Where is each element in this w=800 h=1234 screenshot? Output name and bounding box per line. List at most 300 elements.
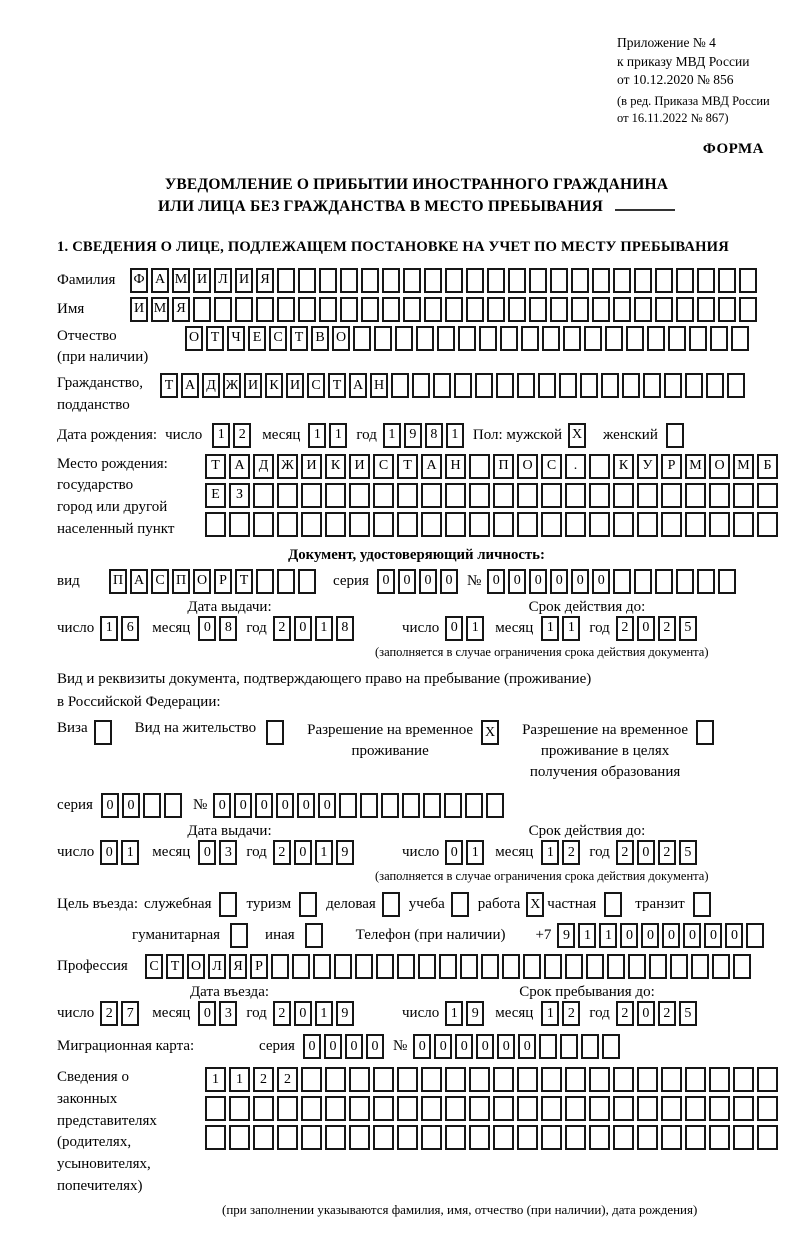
char-cell[interactable] (298, 297, 316, 322)
char-cell[interactable] (391, 373, 409, 398)
char-cell[interactable] (397, 483, 418, 508)
char-cell[interactable] (634, 569, 652, 594)
char-cell[interactable] (292, 954, 310, 979)
char-cell[interactable] (709, 512, 730, 537)
char-cell[interactable]: С (145, 954, 163, 979)
char-cell[interactable]: 0 (419, 569, 437, 594)
char-cell[interactable] (229, 1096, 250, 1121)
char-cell[interactable] (325, 1096, 346, 1121)
char-cell[interactable]: 0 (294, 1001, 312, 1026)
char-cell[interactable] (661, 1125, 682, 1150)
char-cell[interactable]: 1 (599, 923, 617, 948)
char-cell[interactable]: 0 (455, 1034, 473, 1059)
char-cell[interactable] (649, 954, 667, 979)
char-cell[interactable] (421, 1067, 442, 1092)
char-cell[interactable] (469, 1096, 490, 1121)
char-cell[interactable]: А (229, 454, 250, 479)
char-cell[interactable]: 0 (255, 793, 273, 818)
char-cell[interactable] (613, 569, 631, 594)
char-cell[interactable] (437, 326, 455, 351)
char-cell[interactable]: О (709, 454, 730, 479)
char-cell[interactable] (382, 268, 400, 293)
char-cell[interactable]: 5 (679, 616, 697, 641)
char-cell[interactable] (565, 954, 583, 979)
char-cell[interactable]: П (172, 569, 190, 594)
char-cell[interactable]: 1 (383, 423, 401, 448)
char-cell[interactable] (634, 297, 652, 322)
char-cell[interactable]: 1 (315, 616, 333, 641)
char-cell[interactable] (421, 1125, 442, 1150)
char-cell[interactable] (277, 512, 298, 537)
char-cell[interactable] (299, 892, 317, 917)
char-cell[interactable]: 2 (616, 840, 634, 865)
char-cell[interactable] (373, 1067, 394, 1092)
char-cell[interactable]: 1 (466, 616, 484, 641)
char-cell[interactable] (349, 483, 370, 508)
char-cell[interactable] (496, 373, 514, 398)
char-cell[interactable] (502, 954, 520, 979)
char-cell[interactable] (500, 326, 518, 351)
char-cell[interactable] (349, 1067, 370, 1092)
char-cell[interactable] (229, 512, 250, 537)
char-cell[interactable]: О (185, 326, 203, 351)
char-cell[interactable] (334, 954, 352, 979)
char-cell[interactable] (565, 483, 586, 508)
char-cell[interactable]: 1 (578, 923, 596, 948)
char-cell[interactable]: И (349, 454, 370, 479)
char-cell[interactable] (685, 512, 706, 537)
char-cell[interactable] (709, 1096, 730, 1121)
char-cell[interactable] (637, 1125, 658, 1150)
char-cell[interactable]: 0 (413, 1034, 431, 1059)
char-cell[interactable]: Н (445, 454, 466, 479)
char-cell[interactable] (253, 1096, 274, 1121)
char-cell[interactable]: О (517, 454, 538, 479)
char-cell[interactable] (298, 268, 316, 293)
char-cell[interactable]: 2 (273, 840, 291, 865)
char-cell[interactable] (607, 954, 625, 979)
char-cell[interactable] (718, 297, 736, 322)
char-cell[interactable]: Л (214, 268, 232, 293)
char-cell[interactable]: О (332, 326, 350, 351)
char-cell[interactable] (313, 954, 331, 979)
char-cell[interactable]: 0 (398, 569, 416, 594)
char-cell[interactable] (277, 483, 298, 508)
char-cell[interactable] (605, 326, 623, 351)
char-cell[interactable] (205, 1125, 226, 1150)
char-cell[interactable]: 0 (620, 923, 638, 948)
char-cell[interactable] (325, 512, 346, 537)
char-cell[interactable]: 0 (445, 616, 463, 641)
char-cell[interactable]: Р (250, 954, 268, 979)
char-cell[interactable] (355, 954, 373, 979)
char-cell[interactable]: 1 (308, 423, 326, 448)
char-cell[interactable] (565, 512, 586, 537)
char-cell[interactable] (319, 268, 337, 293)
char-cell[interactable]: Н (370, 373, 388, 398)
char-cell[interactable] (397, 954, 415, 979)
char-cell[interactable] (164, 793, 182, 818)
char-cell[interactable]: С (269, 326, 287, 351)
char-cell[interactable]: И (130, 297, 148, 322)
char-cell[interactable] (589, 483, 610, 508)
char-cell[interactable] (493, 1067, 514, 1092)
char-cell[interactable] (475, 373, 493, 398)
char-cell[interactable]: К (325, 454, 346, 479)
char-cell[interactable]: Т (290, 326, 308, 351)
char-cell[interactable]: 0 (366, 1034, 384, 1059)
char-cell[interactable]: М (151, 297, 169, 322)
char-cell[interactable]: Т (205, 454, 226, 479)
char-cell[interactable] (571, 297, 589, 322)
char-cell[interactable] (709, 1067, 730, 1092)
char-cell[interactable]: М (733, 454, 754, 479)
char-cell[interactable]: 1 (329, 423, 347, 448)
char-cell[interactable]: 3 (219, 1001, 237, 1026)
char-cell[interactable]: 9 (557, 923, 575, 948)
char-cell[interactable]: 1 (446, 423, 464, 448)
char-cell[interactable]: 7 (121, 1001, 139, 1026)
char-cell[interactable] (757, 483, 778, 508)
char-cell[interactable]: С (541, 454, 562, 479)
char-cell[interactable]: 2 (100, 1001, 118, 1026)
char-cell[interactable] (541, 1067, 562, 1092)
char-cell[interactable]: Я (256, 268, 274, 293)
char-cell[interactable]: 1 (541, 616, 559, 641)
char-cell[interactable]: 1 (212, 423, 230, 448)
char-cell[interactable]: X (568, 423, 586, 448)
char-cell[interactable] (529, 268, 547, 293)
char-cell[interactable]: 6 (121, 616, 139, 641)
char-cell[interactable] (661, 1096, 682, 1121)
char-cell[interactable] (266, 720, 284, 745)
char-cell[interactable] (301, 483, 322, 508)
char-cell[interactable]: М (685, 454, 706, 479)
char-cell[interactable] (454, 373, 472, 398)
char-cell[interactable] (613, 268, 631, 293)
char-cell[interactable] (397, 1096, 418, 1121)
char-cell[interactable] (423, 793, 441, 818)
char-cell[interactable] (746, 923, 764, 948)
char-cell[interactable] (445, 268, 463, 293)
char-cell[interactable] (668, 326, 686, 351)
char-cell[interactable]: 8 (336, 616, 354, 641)
char-cell[interactable] (613, 297, 631, 322)
char-cell[interactable]: 0 (198, 840, 216, 865)
char-cell[interactable] (301, 1067, 322, 1092)
char-cell[interactable] (349, 512, 370, 537)
char-cell[interactable] (271, 954, 289, 979)
char-cell[interactable]: Р (661, 454, 682, 479)
char-cell[interactable] (451, 892, 469, 917)
char-cell[interactable]: И (193, 268, 211, 293)
char-cell[interactable]: 1 (445, 1001, 463, 1026)
char-cell[interactable]: 9 (336, 1001, 354, 1026)
char-cell[interactable]: Л (208, 954, 226, 979)
char-cell[interactable] (421, 512, 442, 537)
char-cell[interactable] (487, 268, 505, 293)
char-cell[interactable] (373, 512, 394, 537)
char-cell[interactable] (586, 954, 604, 979)
char-cell[interactable] (397, 512, 418, 537)
char-cell[interactable] (469, 512, 490, 537)
char-cell[interactable] (655, 569, 673, 594)
char-cell[interactable] (444, 793, 462, 818)
char-cell[interactable]: 0 (497, 1034, 515, 1059)
char-cell[interactable] (685, 1125, 706, 1150)
char-cell[interactable]: 1 (100, 616, 118, 641)
char-cell[interactable]: Т (397, 454, 418, 479)
char-cell[interactable] (205, 512, 226, 537)
char-cell[interactable] (373, 1096, 394, 1121)
char-cell[interactable] (193, 297, 211, 322)
char-cell[interactable]: Б (757, 454, 778, 479)
char-cell[interactable] (445, 512, 466, 537)
char-cell[interactable]: 0 (198, 616, 216, 641)
char-cell[interactable] (563, 326, 581, 351)
char-cell[interactable] (685, 1096, 706, 1121)
char-cell[interactable] (589, 1125, 610, 1150)
char-cell[interactable] (493, 1125, 514, 1150)
char-cell[interactable]: 0 (683, 923, 701, 948)
char-cell[interactable] (602, 1034, 620, 1059)
char-cell[interactable]: И (235, 268, 253, 293)
char-cell[interactable] (685, 373, 703, 398)
char-cell[interactable] (691, 954, 709, 979)
char-cell[interactable] (731, 326, 749, 351)
char-cell[interactable]: Е (205, 483, 226, 508)
char-cell[interactable]: 0 (571, 569, 589, 594)
char-cell[interactable]: Т (166, 954, 184, 979)
char-cell[interactable] (697, 569, 715, 594)
char-cell[interactable] (710, 326, 728, 351)
char-cell[interactable]: 0 (434, 1034, 452, 1059)
char-cell[interactable] (277, 268, 295, 293)
char-cell[interactable] (403, 268, 421, 293)
char-cell[interactable] (637, 512, 658, 537)
char-cell[interactable]: 2 (562, 840, 580, 865)
char-cell[interactable] (353, 326, 371, 351)
char-cell[interactable] (214, 297, 232, 322)
char-cell[interactable]: И (244, 373, 262, 398)
char-cell[interactable] (676, 297, 694, 322)
char-cell[interactable] (733, 512, 754, 537)
char-cell[interactable] (727, 373, 745, 398)
char-cell[interactable] (757, 1125, 778, 1150)
char-cell[interactable] (709, 1125, 730, 1150)
char-cell[interactable]: 0 (662, 923, 680, 948)
char-cell[interactable] (469, 1067, 490, 1092)
char-cell[interactable]: 0 (641, 923, 659, 948)
char-cell[interactable]: 0 (704, 923, 722, 948)
char-cell[interactable]: 2 (253, 1067, 274, 1092)
char-cell[interactable]: С (151, 569, 169, 594)
char-cell[interactable] (613, 1096, 634, 1121)
char-cell[interactable]: 2 (562, 1001, 580, 1026)
char-cell[interactable] (361, 268, 379, 293)
char-cell[interactable]: Д (202, 373, 220, 398)
char-cell[interactable]: 0 (550, 569, 568, 594)
char-cell[interactable] (697, 268, 715, 293)
char-cell[interactable]: Я (229, 954, 247, 979)
char-cell[interactable] (256, 297, 274, 322)
char-cell[interactable]: З (229, 483, 250, 508)
char-cell[interactable] (541, 1125, 562, 1150)
char-cell[interactable] (445, 1096, 466, 1121)
char-cell[interactable]: 1 (229, 1067, 250, 1092)
char-cell[interactable] (229, 1125, 250, 1150)
char-cell[interactable] (538, 373, 556, 398)
char-cell[interactable]: А (151, 268, 169, 293)
char-cell[interactable] (693, 892, 711, 917)
char-cell[interactable]: А (421, 454, 442, 479)
char-cell[interactable] (541, 512, 562, 537)
char-cell[interactable]: К (613, 454, 634, 479)
char-cell[interactable] (339, 793, 357, 818)
char-cell[interactable] (647, 326, 665, 351)
char-cell[interactable] (301, 1125, 322, 1150)
char-cell[interactable]: 0 (303, 1034, 321, 1059)
char-cell[interactable]: 0 (725, 923, 743, 948)
char-cell[interactable] (469, 454, 490, 479)
char-cell[interactable]: 8 (425, 423, 443, 448)
char-cell[interactable]: И (286, 373, 304, 398)
char-cell[interactable]: Т (160, 373, 178, 398)
char-cell[interactable] (253, 512, 274, 537)
char-cell[interactable] (445, 1067, 466, 1092)
char-cell[interactable]: 0 (297, 793, 315, 818)
char-cell[interactable]: Т (235, 569, 253, 594)
char-cell[interactable] (424, 297, 442, 322)
char-cell[interactable] (421, 483, 442, 508)
char-cell[interactable]: Т (328, 373, 346, 398)
char-cell[interactable] (661, 512, 682, 537)
char-cell[interactable]: С (307, 373, 325, 398)
char-cell[interactable] (466, 297, 484, 322)
char-cell[interactable]: Ж (277, 454, 298, 479)
char-cell[interactable] (670, 954, 688, 979)
char-cell[interactable]: Р (214, 569, 232, 594)
char-cell[interactable] (253, 483, 274, 508)
char-cell[interactable]: 9 (336, 840, 354, 865)
char-cell[interactable] (230, 923, 248, 948)
char-cell[interactable]: Я (172, 297, 190, 322)
char-cell[interactable] (382, 297, 400, 322)
char-cell[interactable]: 3 (219, 840, 237, 865)
char-cell[interactable] (325, 483, 346, 508)
char-cell[interactable] (550, 268, 568, 293)
char-cell[interactable] (460, 954, 478, 979)
char-cell[interactable] (340, 297, 358, 322)
char-cell[interactable] (604, 892, 622, 917)
char-cell[interactable] (403, 297, 421, 322)
char-cell[interactable] (376, 954, 394, 979)
char-cell[interactable] (381, 793, 399, 818)
char-cell[interactable]: 2 (273, 616, 291, 641)
char-cell[interactable] (517, 1125, 538, 1150)
char-cell[interactable] (466, 268, 484, 293)
char-cell[interactable] (418, 954, 436, 979)
char-cell[interactable] (361, 297, 379, 322)
char-cell[interactable] (445, 297, 463, 322)
char-cell[interactable] (325, 1067, 346, 1092)
char-cell[interactable] (397, 1067, 418, 1092)
char-cell[interactable] (433, 373, 451, 398)
char-cell[interactable] (493, 1096, 514, 1121)
char-cell[interactable] (397, 1125, 418, 1150)
char-cell[interactable] (655, 268, 673, 293)
char-cell[interactable] (486, 793, 504, 818)
char-cell[interactable] (487, 297, 505, 322)
char-cell[interactable] (349, 1096, 370, 1121)
char-cell[interactable] (626, 326, 644, 351)
char-cell[interactable] (676, 268, 694, 293)
char-cell[interactable] (613, 1125, 634, 1150)
char-cell[interactable] (622, 373, 640, 398)
char-cell[interactable]: 0 (529, 569, 547, 594)
char-cell[interactable]: А (349, 373, 367, 398)
char-cell[interactable] (601, 373, 619, 398)
char-cell[interactable] (469, 483, 490, 508)
char-cell[interactable]: 0 (592, 569, 610, 594)
char-cell[interactable] (277, 1125, 298, 1150)
char-cell[interactable] (757, 1096, 778, 1121)
char-cell[interactable]: А (181, 373, 199, 398)
char-cell[interactable] (712, 954, 730, 979)
char-cell[interactable] (757, 512, 778, 537)
char-cell[interactable]: 0 (100, 840, 118, 865)
char-cell[interactable] (235, 297, 253, 322)
char-cell[interactable] (739, 268, 757, 293)
char-cell[interactable] (382, 892, 400, 917)
char-cell[interactable]: К (265, 373, 283, 398)
char-cell[interactable] (676, 569, 694, 594)
char-cell[interactable]: 0 (508, 569, 526, 594)
char-cell[interactable] (319, 297, 337, 322)
char-cell[interactable] (493, 483, 514, 508)
char-cell[interactable] (634, 268, 652, 293)
char-cell[interactable] (373, 1125, 394, 1150)
char-cell[interactable] (637, 1096, 658, 1121)
char-cell[interactable] (589, 1096, 610, 1121)
char-cell[interactable] (655, 297, 673, 322)
char-cell[interactable] (565, 1067, 586, 1092)
char-cell[interactable]: С (373, 454, 394, 479)
char-cell[interactable]: 0 (276, 793, 294, 818)
char-cell[interactable] (718, 569, 736, 594)
char-cell[interactable] (424, 268, 442, 293)
char-cell[interactable] (739, 297, 757, 322)
char-cell[interactable] (689, 326, 707, 351)
char-cell[interactable] (709, 483, 730, 508)
char-cell[interactable] (301, 512, 322, 537)
char-cell[interactable]: О (187, 954, 205, 979)
char-cell[interactable] (508, 297, 526, 322)
char-cell[interactable]: В (311, 326, 329, 351)
char-cell[interactable]: 1 (205, 1067, 226, 1092)
char-cell[interactable] (373, 483, 394, 508)
char-cell[interactable] (592, 297, 610, 322)
char-cell[interactable] (465, 793, 483, 818)
char-cell[interactable] (565, 1096, 586, 1121)
char-cell[interactable] (305, 923, 323, 948)
char-cell[interactable] (94, 720, 112, 745)
char-cell[interactable] (517, 1096, 538, 1121)
char-cell[interactable]: 2 (658, 840, 676, 865)
char-cell[interactable] (565, 1125, 586, 1150)
char-cell[interactable]: П (109, 569, 127, 594)
char-cell[interactable]: 0 (294, 616, 312, 641)
